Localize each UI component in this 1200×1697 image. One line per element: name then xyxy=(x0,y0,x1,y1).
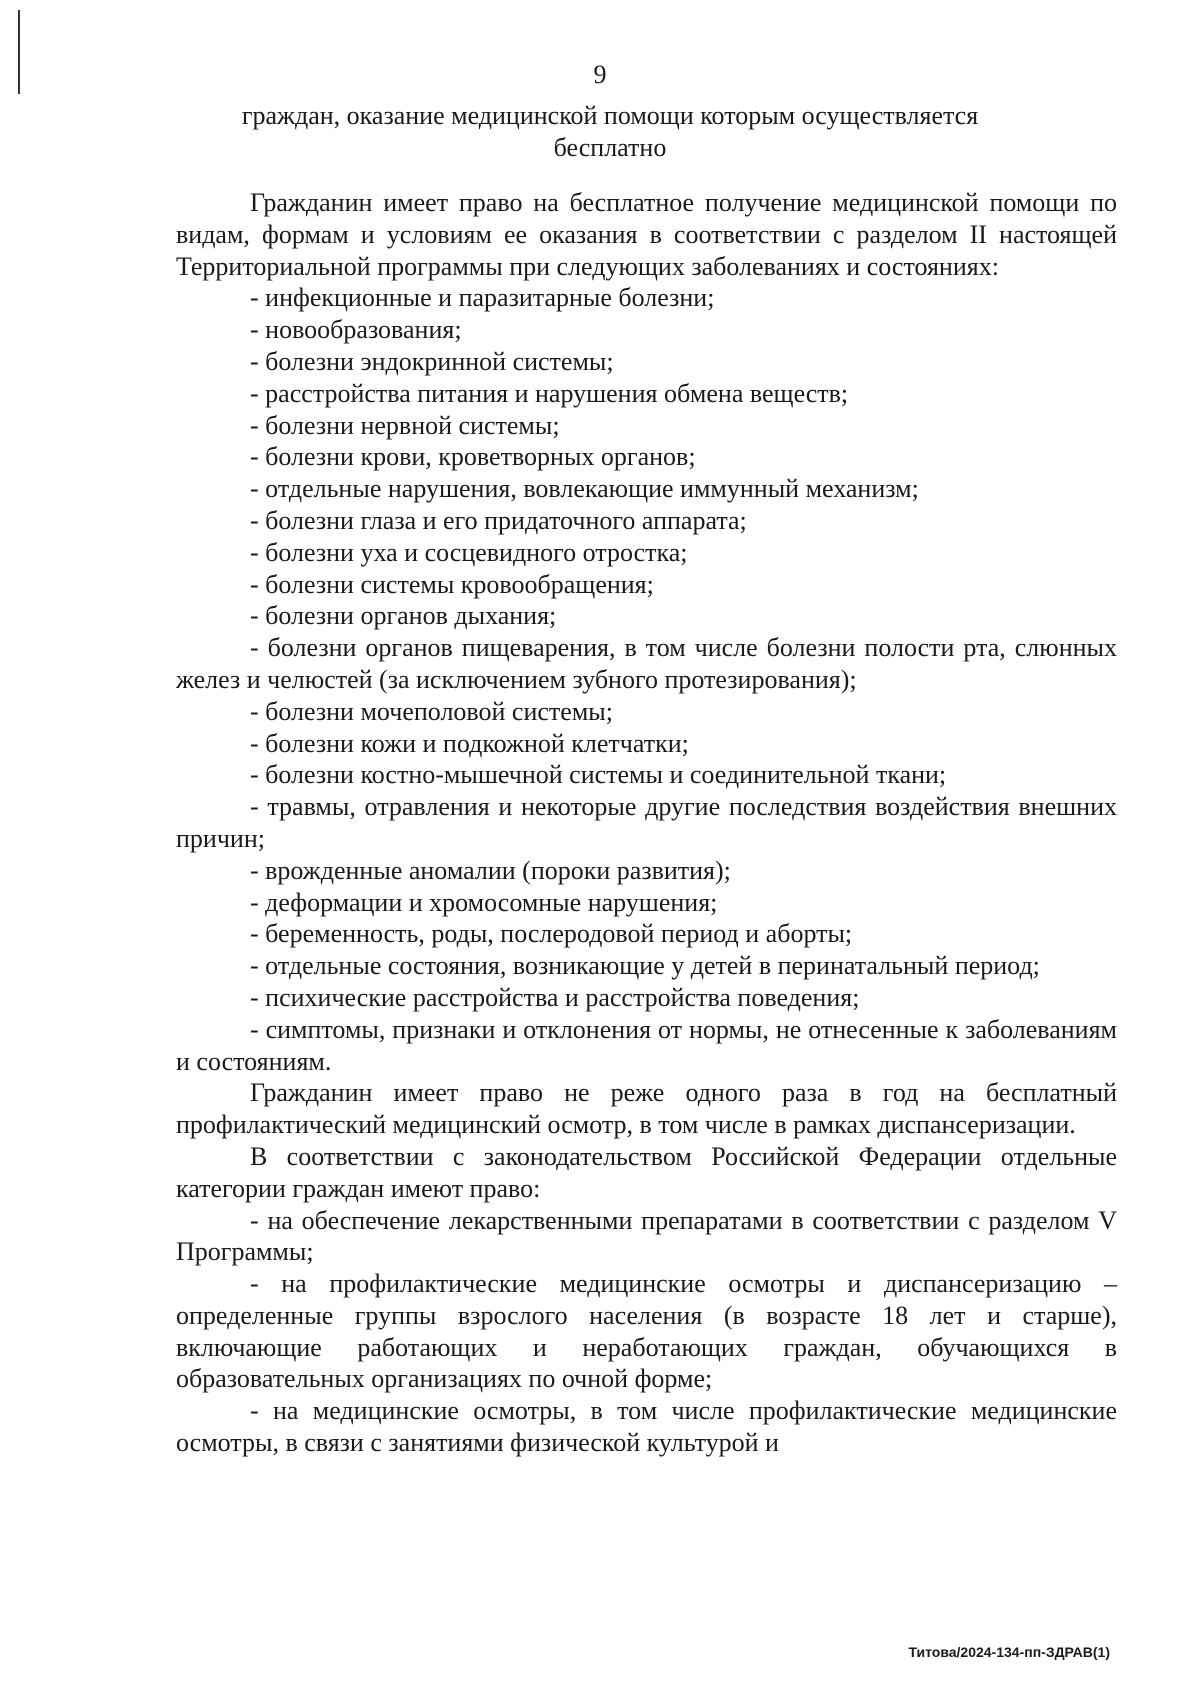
condition-item: - отдельные нарушения, вовлекающие иммунный механизм; xyxy=(250,474,919,504)
heading-line-2: бесплатно xyxy=(553,133,667,162)
condition-item: - беременность, роды, послеродовой период и аборты; xyxy=(250,919,853,949)
condition-item: - болезни органов дыхания; xyxy=(250,601,557,631)
condition-item: - травмы, отравления и некоторые другие последствия воздействия внешних причин; xyxy=(176,792,1117,853)
categories-intro-paragraph: В соответствии с законодательством Российской Федерации отдельные категории граждан имеют право: xyxy=(176,1141,1117,1203)
condition-item: - отдельные состояния, возникающие у детей в перинатальный период; xyxy=(250,951,1040,981)
condition-item: - болезни глаза и его придаточного аппарата; xyxy=(250,505,747,535)
right-item: - на обеспечение лекарственными препаратами в соответствии с разделом V Программы; xyxy=(176,1205,1117,1267)
condition-item: - болезни системы кровообращения; xyxy=(250,569,654,599)
condition-item: - расстройства питания и нарушения обмена веществ; xyxy=(250,378,849,408)
heading-line-1: граждан, оказание медицинской помощи которым осуществляется xyxy=(241,101,979,130)
condition-item: - новообразования; xyxy=(250,315,462,345)
condition-item: - болезни органов пищеварения, в том числе болезни полости рта, слюнных желез и челюстей (за исключением зубного протезирования); xyxy=(176,633,1117,694)
condition-item: - болезни мочеполовой системы; xyxy=(250,696,613,726)
document-footer-code: Титова/2024-134-пп-ЗДРАВ(1) xyxy=(908,1644,1110,1660)
condition-item: - деформации и хромосомные нарушения; xyxy=(250,887,718,917)
section-heading xyxy=(230,100,990,164)
document-body xyxy=(176,187,1117,1459)
condition-item: - психические расстройства и расстройства поведения; xyxy=(250,982,860,1012)
condition-item: - инфекционные и паразитарные болезни; xyxy=(250,283,715,313)
condition-item: - болезни уха и сосцевидного отростка; xyxy=(250,537,688,567)
page-number: 9 xyxy=(593,60,607,89)
condition-item: - болезни нервной системы; xyxy=(250,410,560,440)
intro-paragraph: Гражданин имеет право на бесплатное получение медицинской помощи по видам, формам и условиям ее оказания в соответствии с разделом II настоящей Территориальной программы при следующих заболеваниях и состояниях: xyxy=(176,188,1117,281)
condition-item: - болезни кожи и подкожной клетчатки; xyxy=(250,728,689,758)
condition-item: - симптомы, признаки и отклонения от нормы, не отнесенные к заболеваниям и состояниям. xyxy=(176,1014,1117,1076)
checkup-paragraph: Гражданин имеет право не реже одного раза в год на бесплатный профилактический медицинский осмотр, в том числе в рамках диспансеризации. xyxy=(176,1078,1117,1140)
condition-item: - болезни эндокринной системы; xyxy=(250,346,614,376)
condition-item: - болезни крови, кроветворных органов; xyxy=(250,442,696,472)
right-item: - на медицинские осмотры, в том числе профилактические медицинские осмотры, в связи с занятиями физической культурой и xyxy=(176,1396,1117,1458)
right-item: - на профилактические медицинские осмотры и диспансеризацию – определенные группы взрослого населения (в возрасте 18 лет и старше), включающие работающих и неработающих граждан, обучающихся в образовательных организациях по очной форме; xyxy=(176,1269,1117,1394)
condition-item: - болезни костно-мышечной системы и соединительной ткани; xyxy=(250,760,947,790)
condition-item: - врожденные аномалии (пороки развития); xyxy=(250,855,731,885)
